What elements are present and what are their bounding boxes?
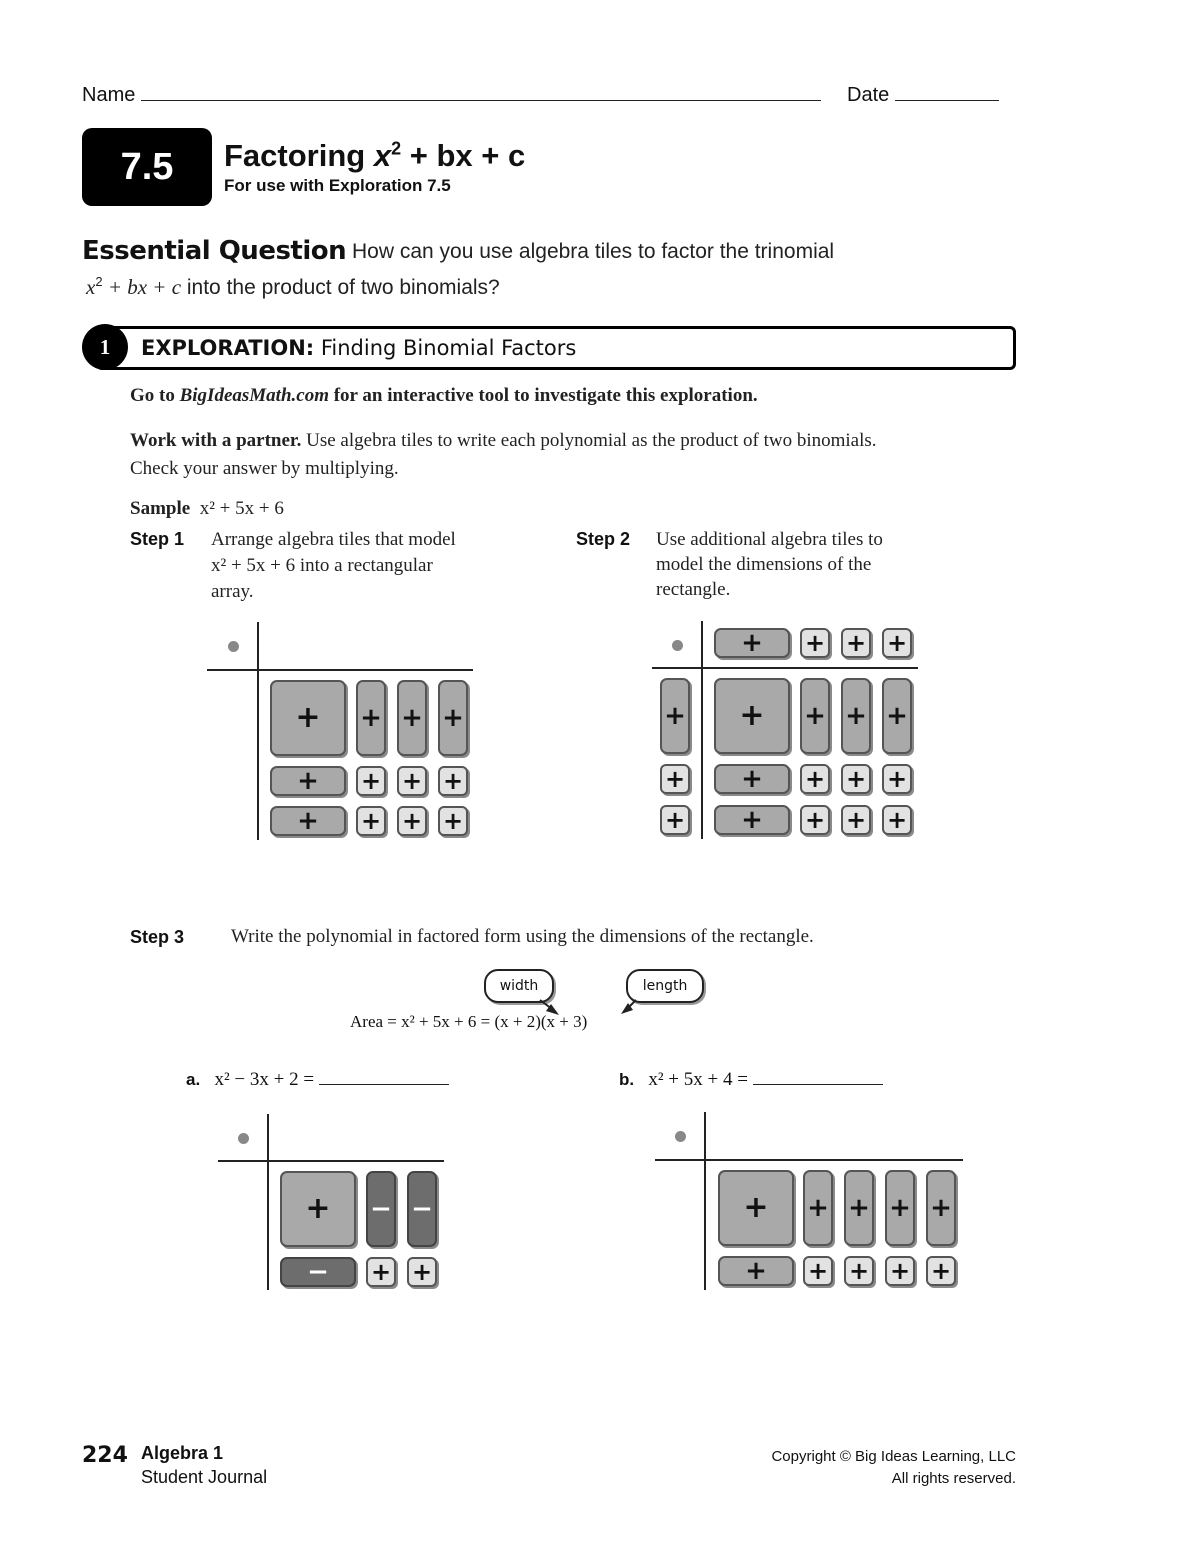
exploration-title-text: Finding Binomial Factors (314, 336, 577, 360)
x-squared-tile: + (714, 678, 790, 754)
x-tile: + (356, 680, 386, 756)
x-tile: + (714, 805, 790, 835)
exploration-label: EXPLORATION: (141, 336, 315, 360)
unit-tile: + (882, 764, 912, 794)
unit-tile: + (356, 806, 386, 836)
length-bubble: length (626, 969, 704, 1003)
x-tile: + (438, 680, 468, 756)
work-text: Use algebra tiles to write each polynomial as the product of two binomials. Check your answer by multiplying. (130, 430, 877, 479)
x-tile: + (841, 678, 871, 754)
x-tile: + (882, 678, 912, 754)
unit-tile: + (803, 1256, 833, 1286)
x-tile: + (718, 1256, 794, 1286)
title-exponent: 2 (391, 138, 402, 159)
copyright-notice (760, 1446, 1016, 1490)
essential-question-heading: Essential Question (82, 236, 347, 266)
width-bubble: width (484, 969, 554, 1003)
name-label: Name (82, 84, 136, 106)
negative-x-tile: − (280, 1257, 356, 1287)
lesson-number-badge: 7.5 (82, 128, 212, 206)
area-equation: Area = x² + 5x + 6 = (x + 2)(x + 3) (350, 1012, 588, 1031)
sample-label: Sample (130, 498, 191, 519)
unit-tile: + (800, 764, 830, 794)
unit-tile: + (356, 766, 386, 796)
unit-tile: + (882, 805, 912, 835)
unit-tile: + (397, 806, 427, 836)
origin-dot (238, 1133, 249, 1144)
x-tile: + (397, 680, 427, 756)
x-tile: + (270, 806, 346, 836)
copyright-line1: Copyright © Big Ideas Learning, LLC (771, 1448, 1016, 1465)
part-b (619, 1068, 883, 1091)
x-tile: + (844, 1170, 874, 1246)
x-squared-tile: + (280, 1171, 356, 1247)
unit-tile: + (800, 805, 830, 835)
unit-tile: + (841, 764, 871, 794)
part-a (186, 1068, 449, 1091)
unit-tile: + (660, 764, 690, 794)
exploration-number: 1 (82, 324, 128, 370)
unit-tile: + (438, 766, 468, 796)
unit-tile: + (844, 1256, 874, 1286)
eq-text-rest: into the product of two binomials? (181, 276, 500, 299)
book-title: Algebra 1 (141, 1443, 224, 1463)
title-variable: x (373, 138, 392, 173)
vertical-axis (267, 1114, 269, 1290)
x-tile: + (800, 678, 830, 754)
horizontal-axis (655, 1159, 963, 1161)
sample-expression: x² + 5x + 6 (199, 498, 284, 519)
unit-tile: + (926, 1256, 956, 1286)
x-squared-tile: + (270, 680, 346, 756)
part-a-label: a. (186, 1070, 201, 1089)
x-tile: + (803, 1170, 833, 1246)
x-tile: + (714, 628, 790, 658)
eq-math-exp: 2 (95, 274, 103, 289)
work-bold: Work with a partner. (130, 430, 302, 451)
unit-tile: + (885, 1256, 915, 1286)
goto-site-link[interactable]: BigIdeasMath.com (179, 385, 329, 406)
lesson-subtitle: For use with Exploration 7.5 (224, 176, 451, 195)
origin-dot (675, 1131, 686, 1142)
part-b-label: b. (619, 1070, 635, 1089)
part-a-answer-blank[interactable] (319, 1068, 449, 1085)
step3-label: Step 3 (130, 927, 185, 947)
unit-tile: + (800, 628, 830, 658)
horizontal-axis (218, 1160, 444, 1162)
unit-tile: + (660, 805, 690, 835)
x-tile: + (926, 1170, 956, 1246)
unit-tile: + (407, 1257, 437, 1287)
book-subtitle: Student Journal (141, 1467, 268, 1487)
essential-question-line1: How can you use algebra tiles to factor the trinomial (352, 240, 835, 263)
x-tile: + (714, 764, 790, 794)
unit-tile: + (882, 628, 912, 658)
x-tile: + (885, 1170, 915, 1246)
part-a-expression: x² − 3x + 2 = (214, 1069, 315, 1090)
step1-label: Step 1 (130, 529, 185, 549)
unit-tile: + (366, 1257, 396, 1287)
step1-text: Arrange algebra tiles that model x² + 5x + 6 into a rectangular array. (211, 529, 456, 602)
x-tile: + (270, 766, 346, 796)
x-squared-tile: + (718, 1170, 794, 1246)
unit-tile: + (438, 806, 468, 836)
part-b-answer-blank[interactable] (753, 1068, 883, 1085)
copyright-line2: All rights reserved. (891, 1470, 1016, 1487)
goto-post: for an interactive tool to investigate this exploration. (328, 385, 758, 406)
unit-tile: + (841, 805, 871, 835)
part-b-expression: x² + 5x + 4 = (648, 1069, 748, 1090)
negative-x-tile: − (407, 1171, 437, 1247)
vertical-axis (704, 1112, 706, 1290)
step2-text: Use additional algebra tiles to model the dimensions of the rectangle. (656, 529, 883, 600)
unit-tile: + (397, 766, 427, 796)
goto-pre: Go to (130, 385, 180, 406)
step2-label: Step 2 (576, 529, 631, 549)
eq-math-rest: + bx + c (102, 275, 182, 299)
title-prefix: Factoring (224, 138, 374, 173)
x-tile: + (660, 678, 690, 754)
eq-math-x: x (86, 275, 96, 299)
page-number: 224 (82, 1443, 128, 1468)
unit-tile: + (841, 628, 871, 658)
step3-text: Write the polynomial in factored form using the dimensions of the rectangle. (231, 926, 814, 947)
title-rest: + bx + c (401, 138, 526, 173)
negative-x-tile: − (366, 1171, 396, 1247)
date-label: Date (847, 84, 890, 106)
